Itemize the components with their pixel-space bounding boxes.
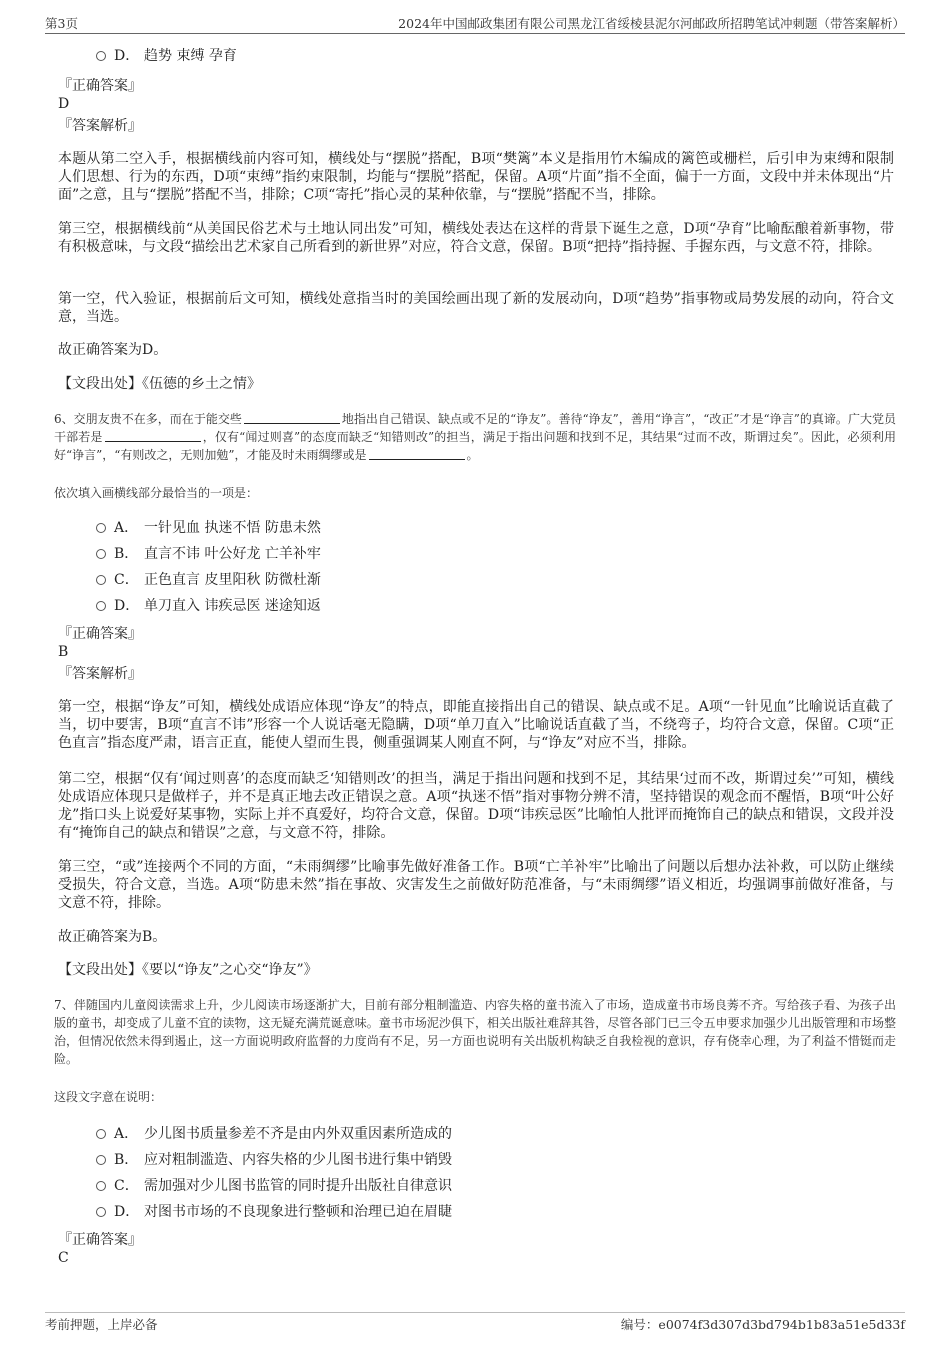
q6-option-c[interactable]: C． 正色直言 皮里阳秋 防微杜渐 [96, 571, 321, 589]
q5-answer-label: 『正确答案』 [58, 78, 142, 94]
radio-icon[interactable] [96, 51, 106, 61]
q7-option-a[interactable]: A． 少儿图书质量参差不齐是由内外双重因素所造成的 [96, 1125, 452, 1143]
q5-analysis-label: 『答案解析』 [58, 118, 142, 134]
footer-serial: 编号：e0074f3d307d3bd794b1b83a51e5d33f [620, 1317, 905, 1332]
page-number: 第3页 [45, 16, 78, 31]
q6-analysis-p3: 第三空，“或”连接两个不同的方面，“未雨绸缪”比喻事先做好准备工作。B项“亡羊补牢”比喻出了问题以后想办法补救，可以防止继续受损失，符合文意，当选。A项“防患未然”指在事故、灾害发生之前做好防范准备，与“未雨绸缪”语义相近，均强调事前做好准备，与文意不符，排除。 [58, 859, 894, 911]
q6-option-b[interactable]: B． 直言不讳 叶公好龙 亡羊补牢 [96, 545, 321, 563]
q5-source: 【文段出处】《伍德的乡土之情》 [58, 376, 261, 392]
q6-source: 【文段出处】《要以“诤友”之心交“诤友”》 [58, 962, 318, 978]
q5-analysis-p1: 本题从第二空入手，根据横线前内容可知，横线处与“摆脱”搭配，B项“樊篱”本义是指用竹木编成的篱笆或栅栏，后引申为束缚和限制人们思想、行为的东西，D项“束缚”指约束限制，均能与“摆脱”搭配，保留。A项“片面”指不全面，偏于一方面，文段中并未体现出“片面”之意，且与“摆脱”搭配不当，排除；C项“寄托”指心灵的某种依靠，与“摆脱”搭配不当，排除。 [58, 151, 894, 203]
q5-option-d[interactable]: D． 趋势 束缚 孕育 [96, 47, 237, 65]
q6-option-d[interactable]: D． 单刀直入 讳疾忌医 迷途知返 [96, 597, 321, 615]
radio-icon[interactable] [96, 575, 106, 585]
radio-icon[interactable] [96, 1155, 106, 1165]
q7-answer-label: 『正确答案』 [58, 1232, 142, 1248]
document-title: 2024年中国邮政集团有限公司黑龙江省绥棱县泥尔河邮政所招聘笔试冲刺题（带答案解析） [398, 16, 905, 31]
q6-analysis-p1: 第一空，根据“诤友”可知，横线处成语应体现“诤友”的特点，即能直接指出自己的错误、缺点或不足。A项“一针见血”比喻说话直截了当，切中要害，B项“直言不讳”形容一个人说话毫无隐瞒，D项“单刀直入”比喻说话直截了当，不绕弯子，均符合文意，保留。C项“正色直言”指态度严肃，语言正直，能使人望而生畏，侧重强调某人刚直不阿，与“诤友”对应不当，排除。 [58, 699, 894, 751]
radio-icon[interactable] [96, 601, 106, 611]
q6-option-a[interactable]: A． 一针见血 执迷不悟 防患未然 [96, 519, 321, 537]
radio-icon[interactable] [96, 1129, 106, 1139]
q6-answer: B [58, 644, 69, 660]
q6-analysis-p4: 故正确答案为B。 [58, 929, 167, 945]
q7-prompt: 这段文字意在说明： [54, 1090, 163, 1104]
blank-line [369, 448, 465, 460]
blank-line [105, 430, 201, 442]
q5-analysis-p3: 第一空，代入验证，根据前后文可知，横线处意指当时的美国绘画出现了新的发展动向，D项“趋势”指事物或局势发展的动向，符合文意，当选。 [58, 291, 894, 325]
blank-line [244, 412, 340, 424]
q6-analysis-p2: 第二空，根据“仅有‘闻过则喜’的态度而缺乏‘知错则改’的担当，满足于指出问题和找到不足，其结果‘过而不改，斯谓过矣’”可知，横线处成语应体现只是做样子，并不是真正地去改正错误之意。A项“执迷不悟”指对事物分辨不清，坚持错误的观念而不醒悟，B项“叶公好龙”指口头上说爱好某事物，实际上并不真爱好，均符合文意，保留。D项“讳疾忌医”比喻怕人批评而掩饰自己的缺点和错误，文段并没有“掩饰自己的缺点和错误”之意，与文意不符，排除。 [58, 771, 894, 841]
q6-prompt: 依次填入画横线部分最恰当的一项是： [54, 486, 259, 500]
q5-analysis-p2: 第三空，根据横线前“从美国民俗艺术与土地认同出发”可知，横线处表达在这样的背景下诞生之意，D项“孕育”比喻酝酿着新事物，带有积极意味，与文段“描绘出艺术家自己所看到的新世界”对应，符合文意，保留。B项“把持”指持握、手握东西，与文意不符，排除。 [58, 221, 894, 255]
footer-slogan: 考前押题，上岸必备 [45, 1317, 158, 1332]
radio-icon[interactable] [96, 549, 106, 559]
q5-analysis-p4: 故正确答案为D。 [58, 342, 168, 358]
q6-analysis-label: 『答案解析』 [58, 666, 142, 682]
q5-answer: D [58, 96, 70, 112]
q7-stem: 7、伴随国内儿童阅读需求上升，少儿阅读市场逐渐扩大，目前有部分粗制滥造、内容失格的童书流入了市场，造成童书市场良莠不齐。写给孩子看、为孩子出版的童书，却变成了儿童不宜的读物，这无疑充满荒诞意味。童书市场泥沙俱下，相关出版社难辞其咎，尽管各部门已三令五申要求加强少儿出版管理和市场整治，但情况依然未得到遏止，这一方面说明政府监督的力度尚有不足，另一方面也说明有关出版机构缺乏自我检视的意识，存有侥幸心理，为了利益不惜铤而走险。 [54, 998, 896, 1066]
radio-icon[interactable] [96, 523, 106, 533]
page-footer [45, 1312, 905, 1332]
radio-icon[interactable] [96, 1181, 106, 1191]
q6-stem: 6、交朋友贵不在多，而在于能交些 地指出自己错误、缺点或不足的“诤友”。善待“诤友”，善用“诤言”，“改正”才是“诤言”的真谛。广大党员干部若是 ，仅有“闻过则喜”的态度而缺乏“知错则改”的担当，满足于指出问题和找到不足，其结果“过而不改，斯谓过矣”。因此，必须利用好“诤言”，“有则改之，无则加勉”，才能及时未雨绸缪或是 。 [54, 412, 896, 462]
q7-option-b[interactable]: B． 应对粗制滥造、内容失格的少儿图书进行集中销毁 [96, 1151, 452, 1169]
q7-option-d[interactable]: D． 对图书市场的不良现象进行整顿和治理已迫在眉睫 [96, 1203, 452, 1221]
radio-icon[interactable] [96, 1207, 106, 1217]
q6-answer-label: 『正确答案』 [58, 626, 142, 642]
q7-answer: C [58, 1250, 69, 1266]
q7-option-c[interactable]: C． 需加强对少儿图书监管的同时提升出版社自律意识 [96, 1177, 452, 1195]
page-header [45, 14, 905, 34]
